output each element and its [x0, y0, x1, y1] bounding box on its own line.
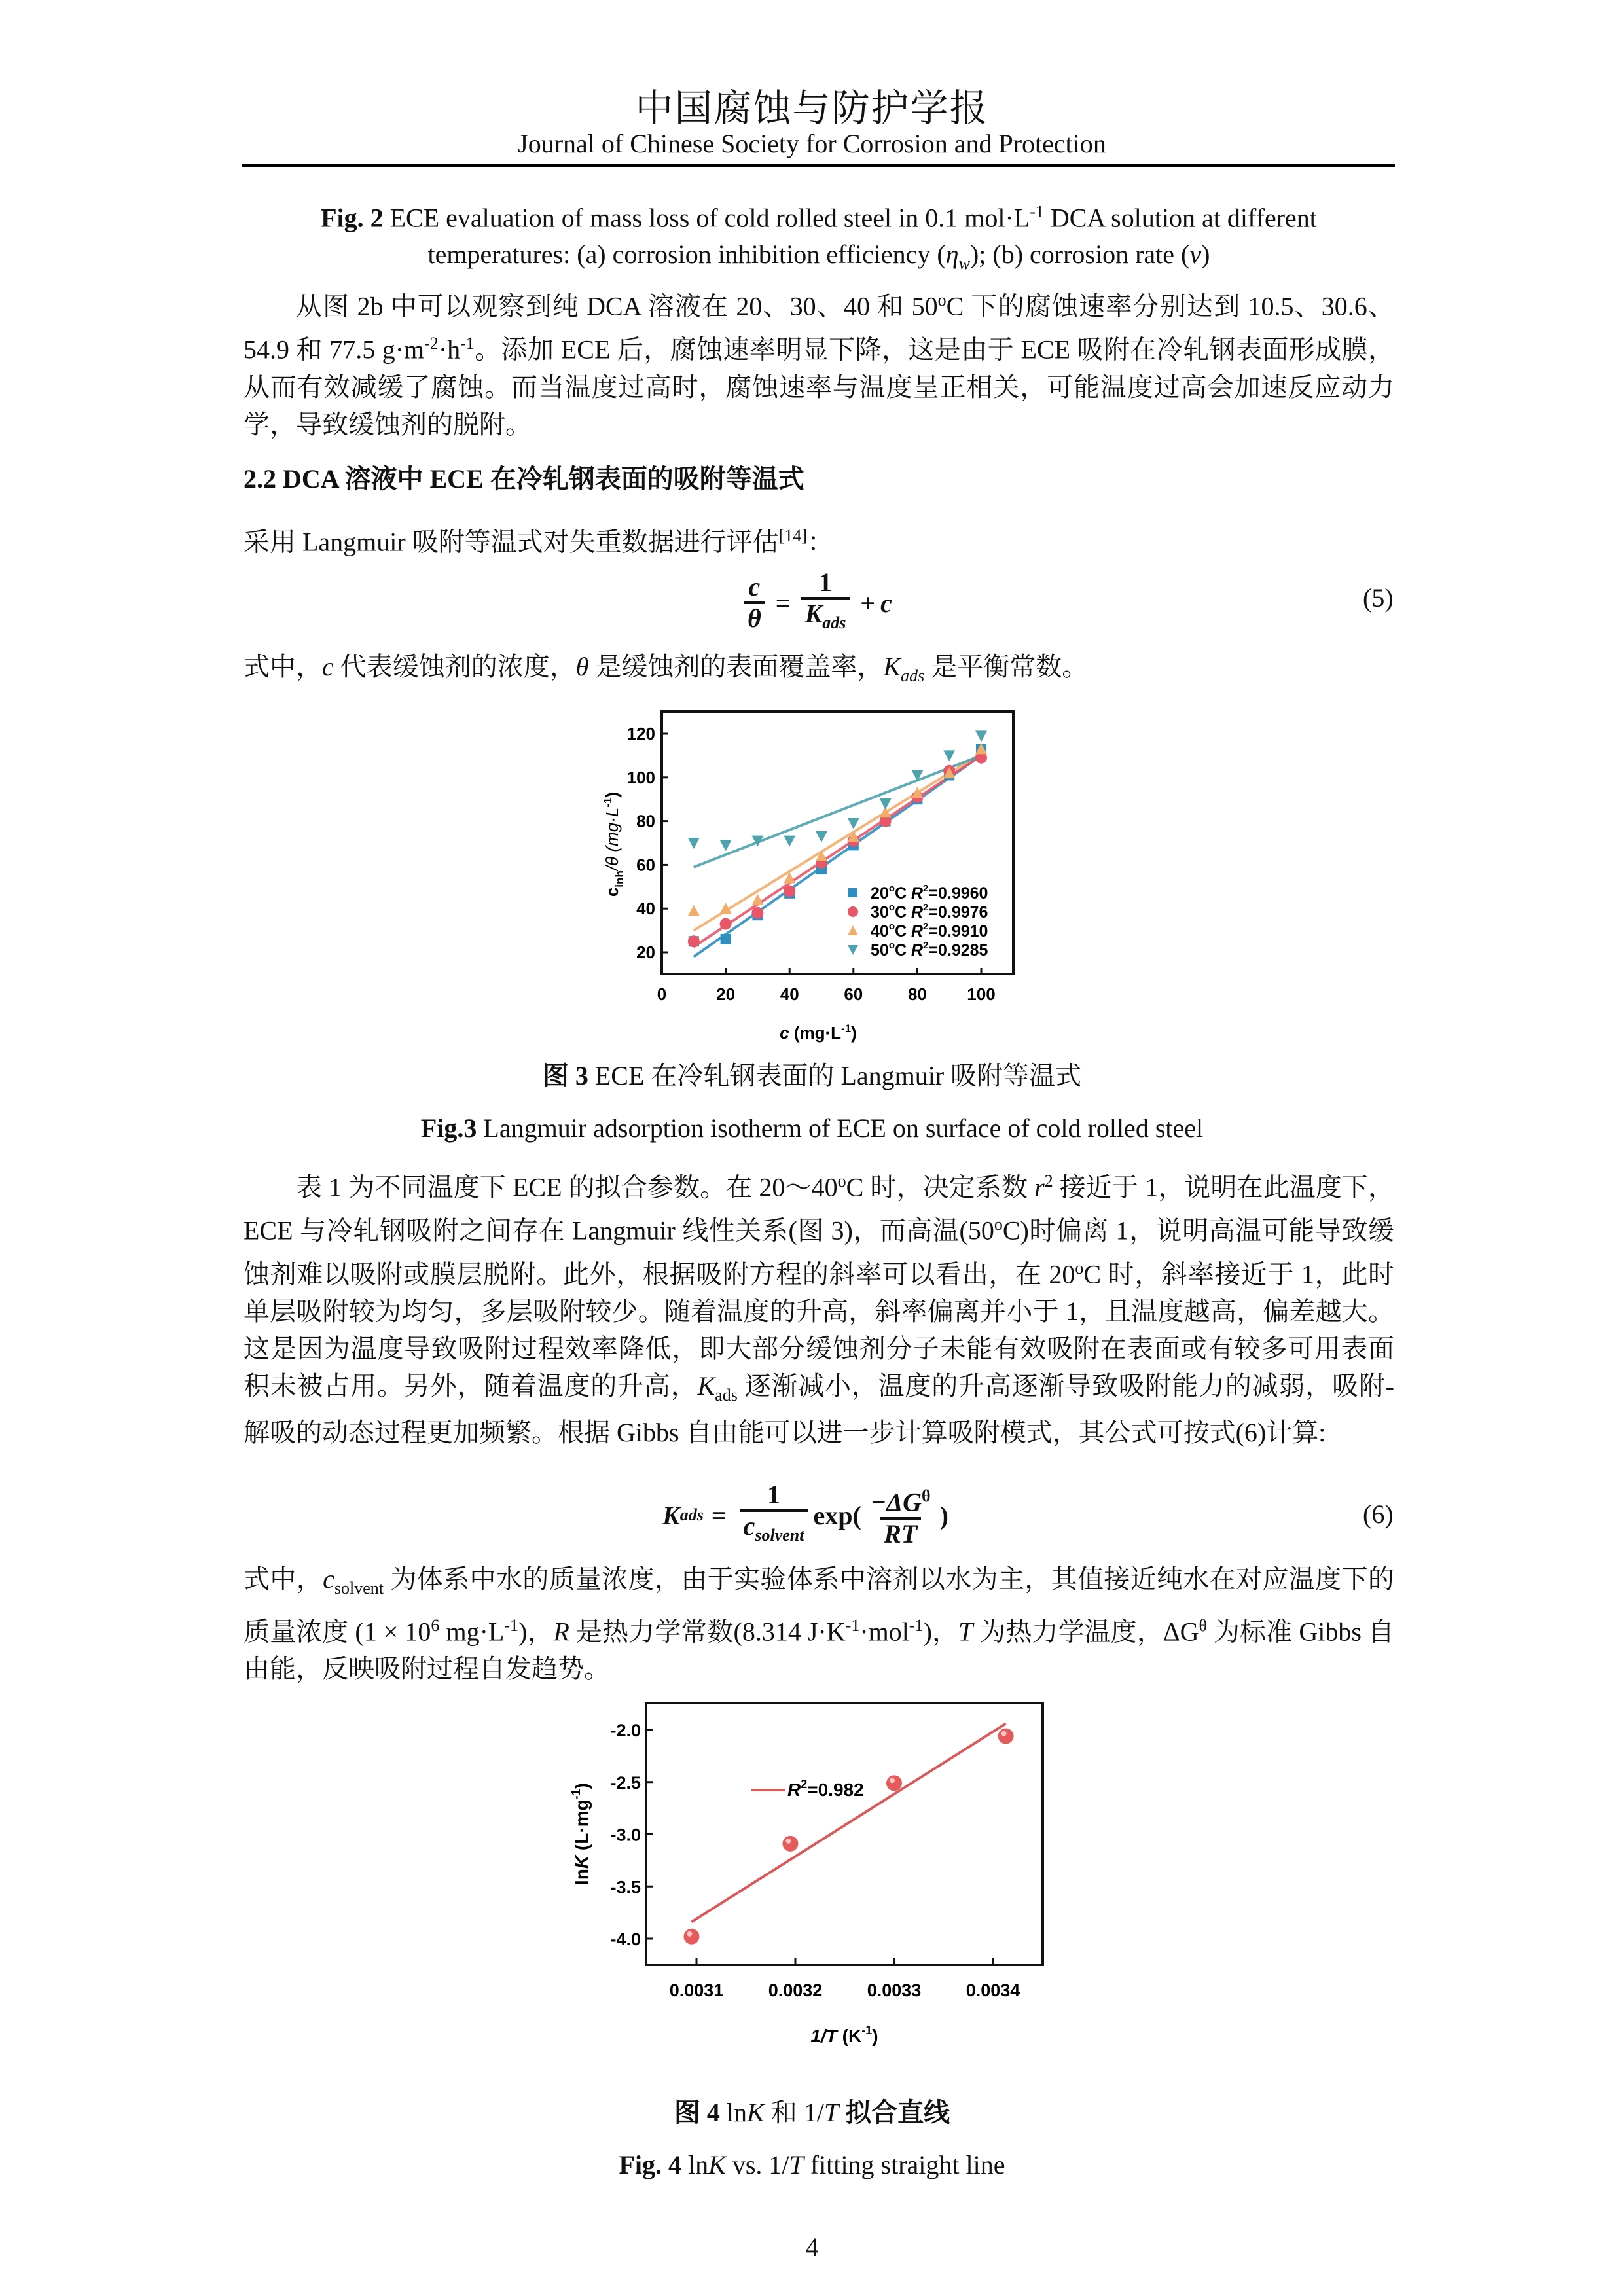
eta-symbol: η	[945, 240, 959, 270]
sup: -1	[909, 1616, 924, 1635]
fig3-caption-cn	[0, 1055, 1624, 1092]
x-axis-label: c $(mg\cdot L^{-1})$	[780, 1022, 857, 1043]
fraction	[744, 573, 765, 633]
text: 是缓蚀剂的表面覆盖率，	[588, 652, 884, 681]
equation-6-number: (6)	[1363, 1499, 1394, 1529]
text: vs. 1/	[725, 2150, 789, 2179]
fig4-label-en: Fig. 4	[619, 2150, 682, 2179]
y-tick-label: 20	[636, 942, 655, 962]
eq-num: 1	[767, 1480, 781, 1509]
x-tick-label: 0.0032	[768, 1981, 823, 2000]
eq-sign: =	[711, 1500, 727, 1530]
triangle-down-marker	[943, 750, 955, 761]
paragraph-fitting-params	[244, 1162, 1394, 1451]
header-rule	[242, 164, 1395, 167]
triangle-up-marker	[911, 787, 923, 798]
text: ：	[807, 527, 834, 557]
triangle-down-marker	[816, 831, 827, 842]
sphere-highlight	[687, 1931, 692, 1937]
text: 式中，	[244, 652, 322, 681]
text: ln	[681, 2150, 709, 2179]
fraction	[801, 568, 850, 637]
text: 和 1/	[764, 2098, 824, 2127]
text: 为热力学温度，ΔG	[973, 1617, 1199, 1647]
text: C 时，斜率接近于 1，此时单层吸附较为均匀，多层吸附较少。随着温度的升高，斜率偏离并小于 1，且温度越高，偏差越大。这是因为温度导致吸附过程效率降低，即大部分缓蚀剂分子未能有效吸附在表面或有较多可用表面积未被占用。另外，随着温度的升高，	[244, 1259, 1395, 1401]
y-axis-label: $c_{inh}/\theta$ $(mg\cdot L^{-1})$	[602, 791, 626, 897]
fig2-text-tail: DCA solution at different	[1043, 203, 1317, 233]
legend-label: 50$^o$C $R^2=0.9285$	[871, 940, 988, 960]
eq-sign: =	[775, 588, 791, 618]
y-tick-label: -3.5	[610, 1877, 641, 1897]
var: c	[322, 652, 334, 681]
text: 逐渐减小，温度的升高逐渐导致吸附能力的减弱，吸附-解吸的动态过程更加频繁。根据 Gibbs 自由能可以进一步计算吸附模式，其公式可按式(6)计算:	[244, 1371, 1394, 1447]
triangle-down-marker	[848, 945, 858, 955]
text: C 下的腐蚀速率分别达到 10.5、30.6、54.9 和 77.5 g·m	[244, 291, 1394, 365]
text: C 时，决定系数	[846, 1172, 1035, 1202]
sup: o	[837, 1172, 846, 1191]
fig4-label-cn: 图 4	[674, 2098, 720, 2127]
section-heading-2-2: 2.2 DCA 溶液中 ECE 在冷轧钢表面的吸附等温式	[244, 464, 804, 493]
text: ln	[719, 2098, 748, 2127]
eq-var: RT	[884, 1518, 918, 1549]
sub: solvent	[755, 1526, 804, 1545]
text: mg·L	[439, 1617, 505, 1647]
y-axis-label: lnK $(L\cdot mg^{-1})$	[569, 1783, 592, 1885]
y-tick-label: 60	[636, 855, 655, 875]
y-tick-label: 100	[626, 767, 655, 787]
fig2-caption	[244, 194, 1394, 282]
text: ·mol	[859, 1617, 909, 1647]
triangle-up-marker	[751, 894, 763, 905]
fig3-text-cn: ECE 在冷轧钢表面的 Langmuir 吸附等温式	[588, 1061, 1082, 1090]
legend	[751, 1778, 864, 1800]
sphere-marker	[998, 1729, 1014, 1744]
var: K	[697, 1371, 715, 1401]
text: fitting straight line	[803, 2150, 1005, 2179]
paragraph-langmuir-intro	[244, 517, 1394, 560]
text: C)时偏离 1，说明高温可能导致缓蚀剂难以吸附或膜层脱附。此外，根据吸附方程的斜率可以看出，在 20	[244, 1215, 1394, 1289]
langmuir-isotherm-chart	[589, 694, 1047, 1060]
y-tick-label: -4.0	[610, 1929, 641, 1949]
var: R	[553, 1617, 569, 1647]
sphere-marker	[886, 1775, 902, 1791]
plot-frame	[646, 1703, 1043, 1965]
fig3-label-en: Fig.3	[420, 1113, 477, 1143]
x-tick-label: 0	[657, 984, 667, 1004]
sub: ads	[822, 613, 846, 632]
x-tick-label: 40	[780, 984, 799, 1004]
journal-title-cn: 中国腐蚀与防护学报	[635, 87, 989, 130]
text: 为标准 Gibbs 自由能，反映吸附过程自发趋势。	[244, 1617, 1395, 1684]
sup: o	[937, 291, 947, 310]
triangle-down-marker	[880, 798, 892, 810]
fraction	[867, 1482, 935, 1548]
fraction	[740, 1480, 808, 1550]
y-tick-label: -3.0	[610, 1825, 641, 1845]
sphere-marker	[782, 1836, 798, 1852]
legend-label: 40$^o$C $R^2=0.9910$	[871, 921, 988, 941]
sup: o	[994, 1215, 1003, 1234]
eq-var: c	[748, 572, 761, 601]
circle-marker	[751, 907, 763, 919]
text: 是平衡常数。	[924, 652, 1089, 681]
var: K	[708, 2150, 726, 2179]
fit-line	[691, 1723, 1005, 1922]
sup: 2	[1044, 1172, 1053, 1191]
v-symbol: v	[1189, 240, 1202, 270]
lnk-vs-inverse-t-chart	[556, 1689, 1067, 2108]
text: 代表缓蚀剂的浓度，	[333, 652, 576, 681]
legend-label: 20$^o$C $R^2=0.9960$	[871, 883, 988, 903]
var: K	[747, 2098, 765, 2127]
text: 拟合直线	[839, 2098, 950, 2127]
text: )，	[923, 1617, 959, 1647]
legend-label: 30$^o$C $R^2=0.9976$	[871, 902, 988, 922]
square-marker	[721, 934, 731, 944]
eq-var: −ΔG	[870, 1487, 922, 1517]
triangle-down-marker	[720, 840, 732, 851]
sub: w	[958, 254, 970, 274]
sub: ads	[901, 666, 925, 685]
triangle-down-marker	[848, 818, 859, 829]
circle-marker	[688, 935, 700, 947]
text: 。添加 ECE 后，腐蚀速率明显下降，这是由于 ECE 吸附在冷轧钢表面形成膜，从而有效减缓了腐蚀。而当温度过高时，腐蚀速率与温度呈正相关，可能温度过高会加速反应动力学，导致缓蚀剂的脱附。	[244, 334, 1395, 439]
var: c	[323, 1564, 334, 1594]
triangle-up-marker	[688, 905, 700, 916]
axes	[627, 724, 996, 1004]
citation-ref: [14]	[778, 526, 808, 545]
text: 表 1 为不同温度下 ECE 的拟合参数。在 20～40	[296, 1172, 838, 1202]
sphere-highlight	[1001, 1731, 1007, 1736]
fig2-text: ); (b) corrosion rate (	[969, 240, 1190, 270]
eq-var: θ	[748, 603, 761, 633]
legend-label: $R^2=0.982$	[787, 1778, 864, 1800]
var: θ	[575, 652, 589, 681]
x-tick-label: 80	[907, 984, 927, 1004]
circle-marker	[784, 885, 795, 897]
sphere-marker	[683, 1929, 699, 1945]
axes	[610, 1721, 1020, 2000]
sub: ads	[715, 1385, 738, 1405]
fit-line	[691, 1723, 1005, 1922]
sup: -1	[460, 334, 475, 353]
equation-6	[662, 1480, 948, 1550]
circle-marker	[848, 906, 858, 917]
data-points	[683, 1729, 1013, 1945]
triangle-down-marker	[688, 838, 700, 849]
paragraph-eq6-legend	[244, 1560, 1394, 1687]
text: 从图 2b 中可以观察到纯 DCA 溶液在 20、30、40 和 50	[296, 291, 938, 321]
equation-5	[738, 568, 892, 637]
triangle-up-marker	[848, 925, 858, 935]
text: ·h	[438, 334, 461, 365]
circle-marker	[720, 918, 732, 930]
eq-sign: +	[860, 588, 876, 618]
fig2-text: )	[1201, 240, 1210, 270]
y-tick-label: -2.5	[610, 1772, 641, 1793]
paragraph-eq5-legend	[244, 648, 1394, 694]
text: 为体系中水的质量浓度，由于实验体系中溶剂以水为主，其值接近纯水在对应温度下的质量浓度 (1 × 10	[244, 1564, 1395, 1647]
fig3-text-en: Langmuir adsorption isotherm of ECE on surface of cold rolled steel	[477, 1113, 1204, 1143]
fig2-text: ECE evaluation of mass loss of cold rolled steel in 0.1 mol·L	[383, 203, 1030, 233]
square-marker	[848, 888, 857, 897]
fig2-text: temperatures: (a) corrosion inhibition efficiency (	[427, 240, 946, 270]
var: K	[883, 652, 901, 681]
x-tick-label: 20	[716, 984, 736, 1004]
sup: -1	[845, 1616, 860, 1635]
x-tick-label: 60	[844, 984, 863, 1004]
sup: o	[1075, 1258, 1084, 1278]
y-tick-label: 40	[636, 899, 655, 919]
x-tick-label: 0.0033	[867, 1981, 922, 2000]
eq-var: K	[662, 1500, 680, 1530]
y-tick-label: 80	[636, 811, 655, 831]
fig4-caption-cn	[0, 2092, 1624, 2129]
sub: ads	[679, 1505, 704, 1524]
y-tick-label: -2.0	[610, 1721, 641, 1740]
equation-5-number: (5)	[1363, 583, 1394, 613]
sub: solvent	[334, 1579, 384, 1598]
text: 式中，	[244, 1564, 323, 1594]
x-axis-label: 1/T $(K^{-1})$	[810, 2024, 878, 2046]
sphere-highlight	[785, 1839, 791, 1844]
fig2-caption-line2	[244, 236, 1394, 282]
fig2-caption-line1	[244, 194, 1394, 236]
sup: θ	[922, 1486, 931, 1506]
sphere-highlight	[890, 1778, 895, 1783]
text: )，	[518, 1617, 554, 1647]
fig3-caption-en	[0, 1113, 1624, 1143]
eq-var: c	[880, 588, 892, 618]
var: r	[1034, 1172, 1045, 1202]
sup: -1	[1030, 202, 1044, 221]
eq-var: c	[743, 1511, 755, 1541]
fig2-label: Fig. 2	[321, 203, 384, 233]
var: T	[789, 2150, 804, 2179]
sup: -1	[504, 1616, 519, 1635]
eq-var: K	[804, 599, 823, 628]
paragraph-corrosion-rate	[244, 281, 1394, 443]
y-tick-label: 120	[626, 724, 655, 744]
text: 采用 Langmuir 吸附等温式对失重数据进行评估	[244, 527, 779, 557]
text: 接近于 1，说明在此温度下，ECE 与冷轧钢吸附之间存在 Langmuir 线性关系(图 3)，而高温(50	[244, 1172, 1395, 1246]
var: T	[958, 1617, 973, 1647]
sup: 6	[431, 1616, 440, 1635]
legend	[848, 883, 988, 960]
fig3-label-cn: 图 3	[542, 1061, 588, 1090]
text: 是热力学常数(8.314 J·K	[569, 1617, 846, 1647]
x-tick-label: 0.0034	[965, 1981, 1020, 2000]
eq-num: 1	[818, 567, 832, 597]
x-tick-label: 0.0031	[669, 1981, 724, 2000]
sup: -2	[424, 334, 439, 353]
triangle-down-marker	[975, 730, 987, 742]
eq-exp: exp(	[813, 1500, 861, 1530]
x-tick-label: 100	[967, 984, 996, 1004]
triangle-down-marker	[784, 836, 795, 847]
var: T	[823, 2098, 839, 2127]
fig4-caption-en	[0, 2149, 1624, 2180]
journal-title-en: Journal of Chinese Society for Corrosion and Protection	[518, 129, 1106, 158]
sup: θ	[1199, 1616, 1207, 1635]
page-number: 4	[805, 2233, 819, 2262]
eq-paren: )	[939, 1500, 948, 1530]
